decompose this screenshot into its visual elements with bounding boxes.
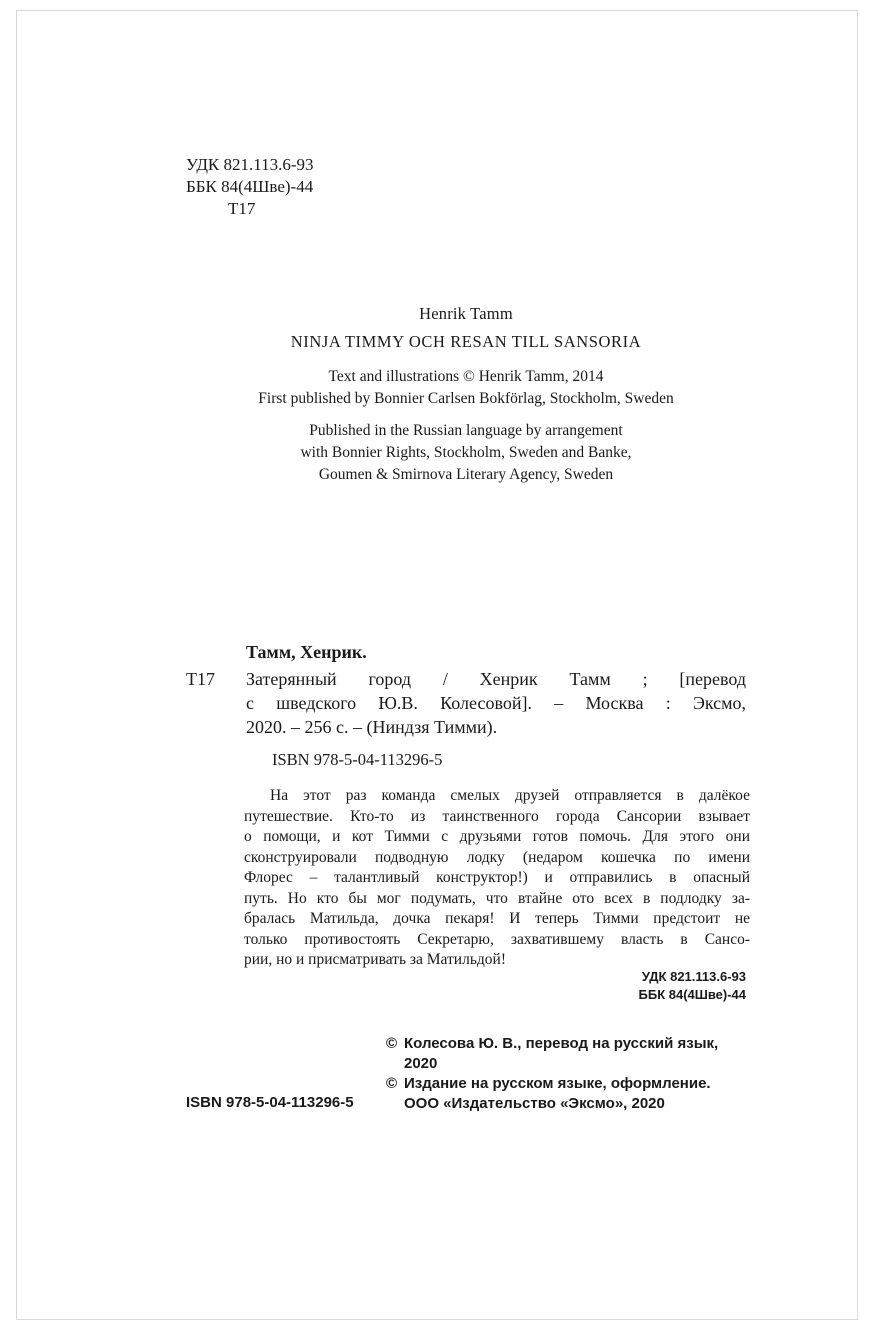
annotation <box>244 786 750 971</box>
rights-line: Text and illustrations © Henrik Tamm, 2014 <box>328 368 604 385</box>
author-mark: Т17 <box>228 199 256 218</box>
annotation-line: о помощи, и кот Тимми с друзьями готов помочь. Для этого они <box>244 828 750 845</box>
annotation-line: путь. Но кто бы мог подумать, что втайне ото всех в подлодку за- <box>244 889 750 907</box>
page-border <box>16 10 858 1320</box>
udk-code-right: УДК 821.113.6-93 <box>641 969 746 984</box>
bbk-code: ББК 84(4Шве)-44 <box>186 177 314 196</box>
description-line: Затерянный город / Хенрик Тамм ; [перевод <box>246 669 746 689</box>
copyright-line: ООО «Издательство «Эксмо», 2020 <box>404 1095 665 1112</box>
udk-code: УДК 821.113.6-93 <box>186 155 314 174</box>
rights-line: First published by Bonnier Carlsen Bokförlag, Stockholm, Sweden <box>258 390 674 407</box>
annotation-line: На этот раз команда смелых друзей отправляется в далёкое <box>270 787 750 804</box>
annotation-line: рии, но и присматривать за Матильдой! <box>244 951 507 968</box>
entry-isbn: ISBN 978-5-04-113296-5 <box>272 750 443 769</box>
arrangement-line: Published in the Russian language by arrangement <box>309 422 623 439</box>
copyright-line: 2020 <box>404 1055 438 1072</box>
annotation-line: только противостоять Секретарю, захватившему власть в Сансо- <box>244 930 750 948</box>
arrangement-line: Goumen & Smirnova Literary Agency, Sweden <box>318 466 614 483</box>
copyright-line: Издание на русском языке, оформление. <box>404 1075 711 1092</box>
annotation-line: путешествие. Кто-то из таинственного города Сансории взывает <box>244 807 750 825</box>
copyright-icon: © <box>386 1035 398 1052</box>
entry-description <box>246 667 746 739</box>
description-line: 2020. – 256 с. – (Ниндзя Тимми). <box>246 717 498 737</box>
copyright-block <box>386 1034 718 1114</box>
entry-code: Т17 <box>186 669 215 689</box>
rights-block <box>186 366 746 486</box>
bbk-code-right: ББК 84(4Шве)-44 <box>638 987 746 1002</box>
classification-block <box>186 154 314 220</box>
classification-right <box>540 968 746 1004</box>
copyright-icon: © <box>386 1075 398 1092</box>
isbn-bottom: ISBN 978-5-04-113296-5 <box>186 1094 354 1111</box>
original-author: Henrik Tamm <box>419 304 513 323</box>
annotation-line: сконструировали подводную лодку (недаром кошечка по имени <box>244 848 750 866</box>
copyright-line: Колесова Ю. В., перевод на русский язык, <box>404 1035 719 1052</box>
annotation-line: бралась Матильда, дочка пекаря! И теперь Тимми предстоит не <box>244 910 750 927</box>
original-title: NINJA TIMMY OCH RESAN TILL SANSORIA <box>290 332 642 351</box>
annotation-line: Флорес – талантливый конструктор!) и отправились в опасный <box>244 869 750 886</box>
description-line: с шведского Ю.В. Колесовой]. – Москва : Эксмо, <box>246 693 746 713</box>
entry-heading: Тамм, Хенрик. <box>246 642 367 662</box>
arrangement-line: with Bonnier Rights, Stockholm, Sweden and Banke, <box>300 444 632 461</box>
